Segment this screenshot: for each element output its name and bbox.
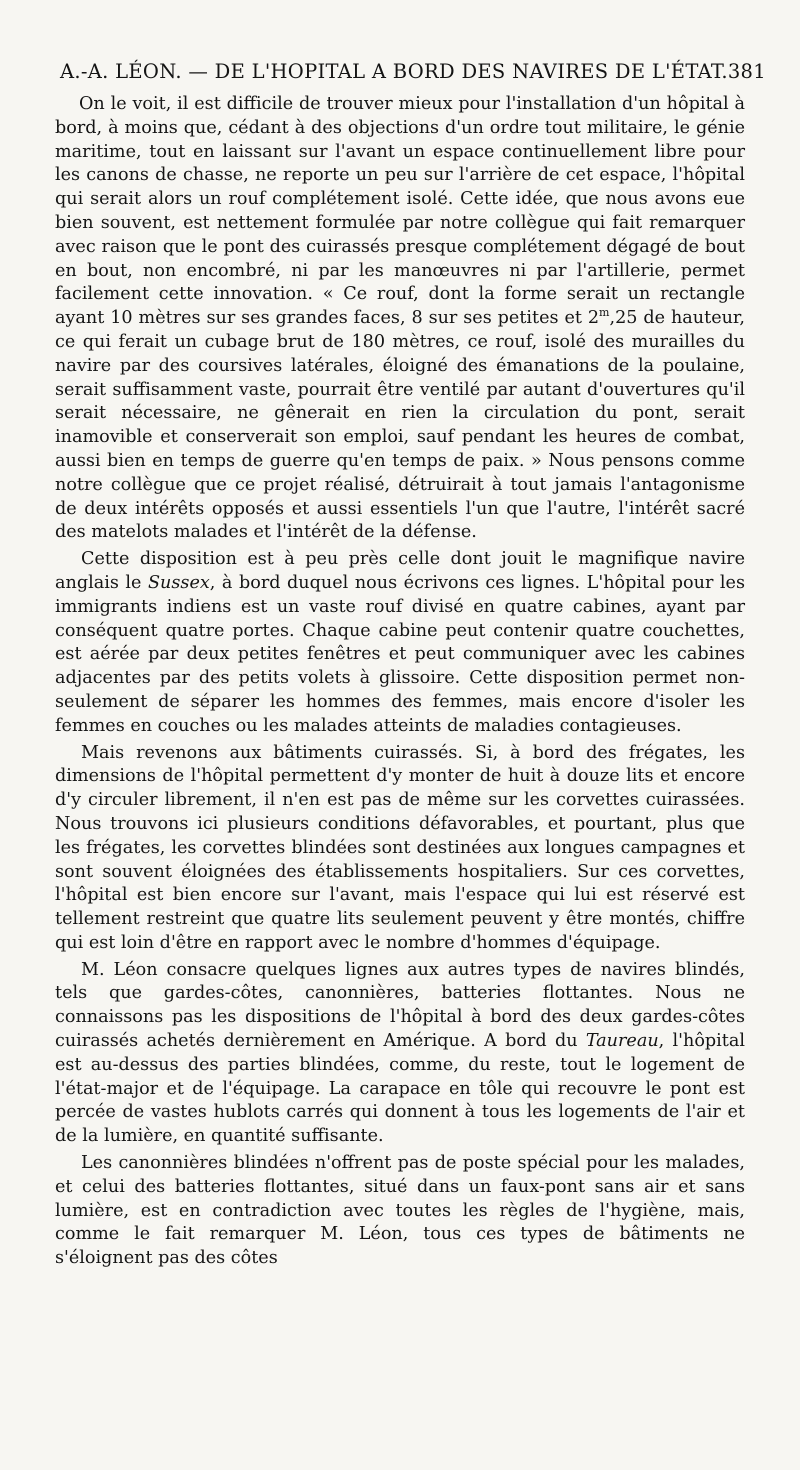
ship-name-taureau: Taureau [585, 1031, 659, 1052]
paragraph-2-text-before: Cette disposition est à peu près celle dont jouit le magnifique navire anglais le [55, 549, 745, 593]
body-text [55, 93, 745, 1271]
paragraph-1-text: On le voit, il est difficile de trouver mieux pour l'installation d'un hôpital à bord, à moins que, cédant à des objections d'un ordre tout militaire, le génie maritime, tout en laissant sur l'avant un espace continuellement libre pour les canons de chasse, ne reporte un peu sur l'arrière de cet espace, l'hôpital qui serait alors un rouf complétement isolé. Cette idée, que nous avons eue bien souvent, est nettement formulée par notre collègue qui fait remarquer avec raison que le pont des cuirassés presque complétement dégagé de bout en bout, non encombré, ni par les manœuvres ni par l'artillerie, permet facilement cette innovation. « Ce rouf, dont la forme serait un rectangle ayant 10 mètres sur ses grandes faces, 8 sur ses petites et 2 [55, 94, 745, 329]
running-head [60, 60, 766, 83]
unit-superscript: m [599, 306, 610, 320]
paragraph-4-text-before: M. Léon consacre quelques lignes aux autres types de navires blindés, tels que gardes-côtes, canonnières, batteries flottantes. Nous ne connaissons pas les dispositions de l'hôpital à bord des deux gardes-côtes cuirassés achetés dernièrement en Amérique. A bord du [55, 959, 745, 1052]
page-number: 381 [727, 60, 766, 83]
paragraph-1-text-continued: ,25 de hauteur, ce qui ferait un cubage brut de 180 mètres, ce rouf, isolé des murailles du navire par des coursives latérales, éloigné des émanations de la poulaine, serait suffisamment vaste, pourrait être ventilé par autant d'ouvertures qu'il serait nécessaire, ne gênerait en rien la circulation du pont, serait inamovible et conserverait son emploi, sauf pendant les heures de combat, aussi bien en temps de guerre qu'en temps de paix. » Nous pensons comme notre collègue que ce projet réalisé, détruirait à tout jamais l'antagonisme de deux intérêts opposés et aussi essentiels l'un que l'autre, l'intérêt sacré des matelots malades et l'intérêt de la défense. [55, 308, 746, 543]
paragraph-2-text-after: , à bord duquel nous écrivons ces lignes. L'hôpital pour les immigrants indiens est un vaste rouf divisé en quatre cabines, ayant par conséquent quatre portes. Chaque cabine peut contenir quatre couchettes, est aérée par deux petites fenêtres et peut communiquer avec les cabines adjacentes par des petits volets à glissoire. Cette disposition permet non-seulement de séparer les hommes des femmes, mais encore d'isoler les femmes en couches ou les malades atteints de maladies contagieuses. [55, 572, 745, 736]
paragraph-1 [55, 93, 745, 545]
paragraph-3: Mais revenons aux bâtiments cuirassés. Si, à bord des frégates, les dimensions de l'hôpital permettent d'y monter de huit à douze lits et encore d'y circuler librement, il n'en est pas de même sur les corvettes cuirassées. Nous trouvons ici plusieurs conditions défavorables, et pourtant, plus que les frégates, les corvettes blindées sont destinées aux longues campagnes et sont souvent éloignées des établissements hospitaliers. Sur ces corvettes, l'hôpital est bien encore sur l'avant, mais l'espace qui lui est réservé est tellement restreint que quatre lits seulement peuvent y être montés, chiffre qui est loin d'être en rapport avec le nombre d'hommes d'équipage. [55, 742, 745, 953]
ship-name-sussex: Sussex [148, 572, 210, 593]
paragraph-4-text-after: , l'hôpital est au-dessus des parties blindées, comme, du reste, tout le logement de l'état-major et de l'équipage. La carapace en tôle qui recouvre le pont est percée de vastes hublots carrés qui donnent à tous les logements de l'air et de la lumière, en quantité suffisante. [55, 1031, 745, 1147]
paragraph-2 [55, 548, 745, 738]
paragraph-4 [55, 959, 745, 1149]
paragraph-5: Les canonnières blindées n'offrent pas de poste spécial pour les malades, et celui des batteries flottantes, situé dans un faux-pont sans air et sans lumière, est en contradiction avec toutes les règles de l'hygiène, mais, comme le fait remarquer M. Léon, tous ces types de bâtiments ne s'éloignent pas des côtes [55, 1153, 745, 1269]
running-title: A.-A. LÉON. — DE L'HOPITAL A BORD DES NAVIRES DE L'ÉTAT. [60, 60, 728, 83]
